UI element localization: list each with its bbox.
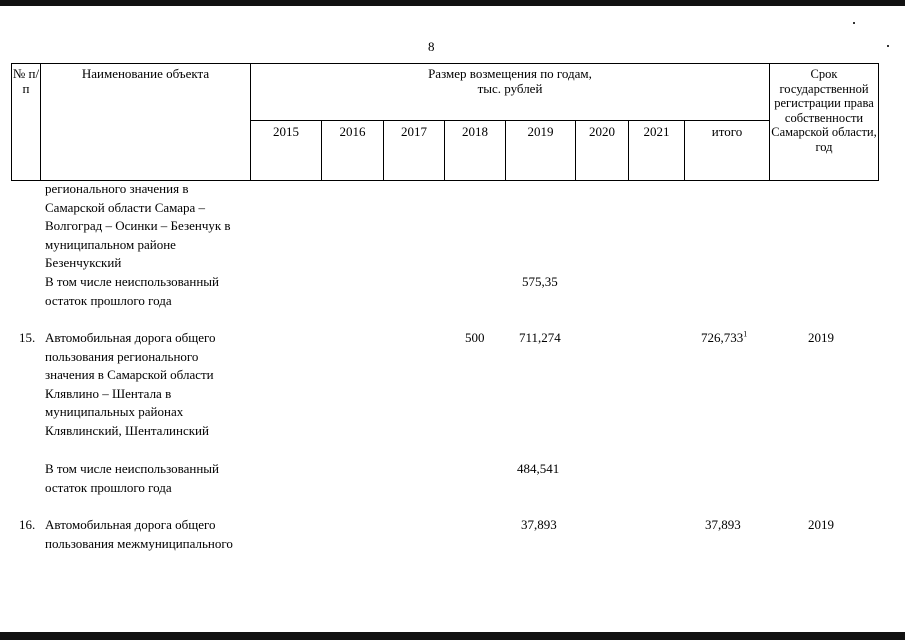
scan-edge-top xyxy=(0,0,905,6)
row-16-num: 16. xyxy=(19,517,36,532)
row-16-registration: 2019 xyxy=(808,517,834,532)
row-15-2019: 711,274 xyxy=(519,330,561,345)
row-15-num: 15. xyxy=(19,330,36,345)
header-year-2021: 2021 xyxy=(643,124,670,139)
header-year-2017: 2017 xyxy=(401,124,427,139)
header-registration-label: Срок государственной регистрации права собственности Самарской области, год xyxy=(771,67,877,154)
row-14-sub-name: В том числе неиспользованный остаток прошлого года xyxy=(45,274,219,308)
header-name-label: Наименование объекта xyxy=(81,66,210,81)
scan-speck xyxy=(853,22,855,24)
row-16-total: 37,893 xyxy=(705,517,741,532)
row-15-2018: 500 xyxy=(465,330,485,345)
row-15-registration: 2019 xyxy=(808,330,834,345)
row-16-name: Автомобильная дорога общего пользования межмуниципального xyxy=(45,517,233,551)
header-year-2019: 2019 xyxy=(527,124,554,139)
header-num-label: № п/п xyxy=(12,66,40,96)
row-15-sub-2019: 484,541 xyxy=(517,461,560,476)
scan-speck xyxy=(887,45,889,47)
row-15-name: Автомобильная дорога общего пользования регионального значения в Самарской области Клявлино – Шентала в муниципальных районах Клявлинский, Шенталинский xyxy=(45,330,216,438)
page-number: 8 xyxy=(428,39,435,54)
header-year-2016: 2016 xyxy=(339,124,366,139)
row-15-total: 726,733$^1$ xyxy=(701,329,748,345)
row-16-2019: 37,893 xyxy=(521,517,557,532)
header-total-label: итого xyxy=(711,124,743,139)
header-year-2020: 2020 xyxy=(589,124,615,139)
footnote-mark: 1 xyxy=(743,329,748,339)
row-15-sub-name: В том числе неиспользованный остаток прошлого года xyxy=(45,461,219,495)
scan-edge-bottom xyxy=(0,632,905,640)
header-amount-label: Размер возмещения по годам, тыс. рублей xyxy=(428,66,592,96)
row-14-name-cont: регионального значения в Самарской области Самара – Волгоград – Осинки – Безенчук в муниципальном районе Безенчукский xyxy=(45,181,231,271)
header-year-2015: 2015 xyxy=(273,124,299,139)
row-14-sub-2019: 575,35 xyxy=(522,274,558,289)
header-year-2018: 2018 xyxy=(462,124,488,139)
